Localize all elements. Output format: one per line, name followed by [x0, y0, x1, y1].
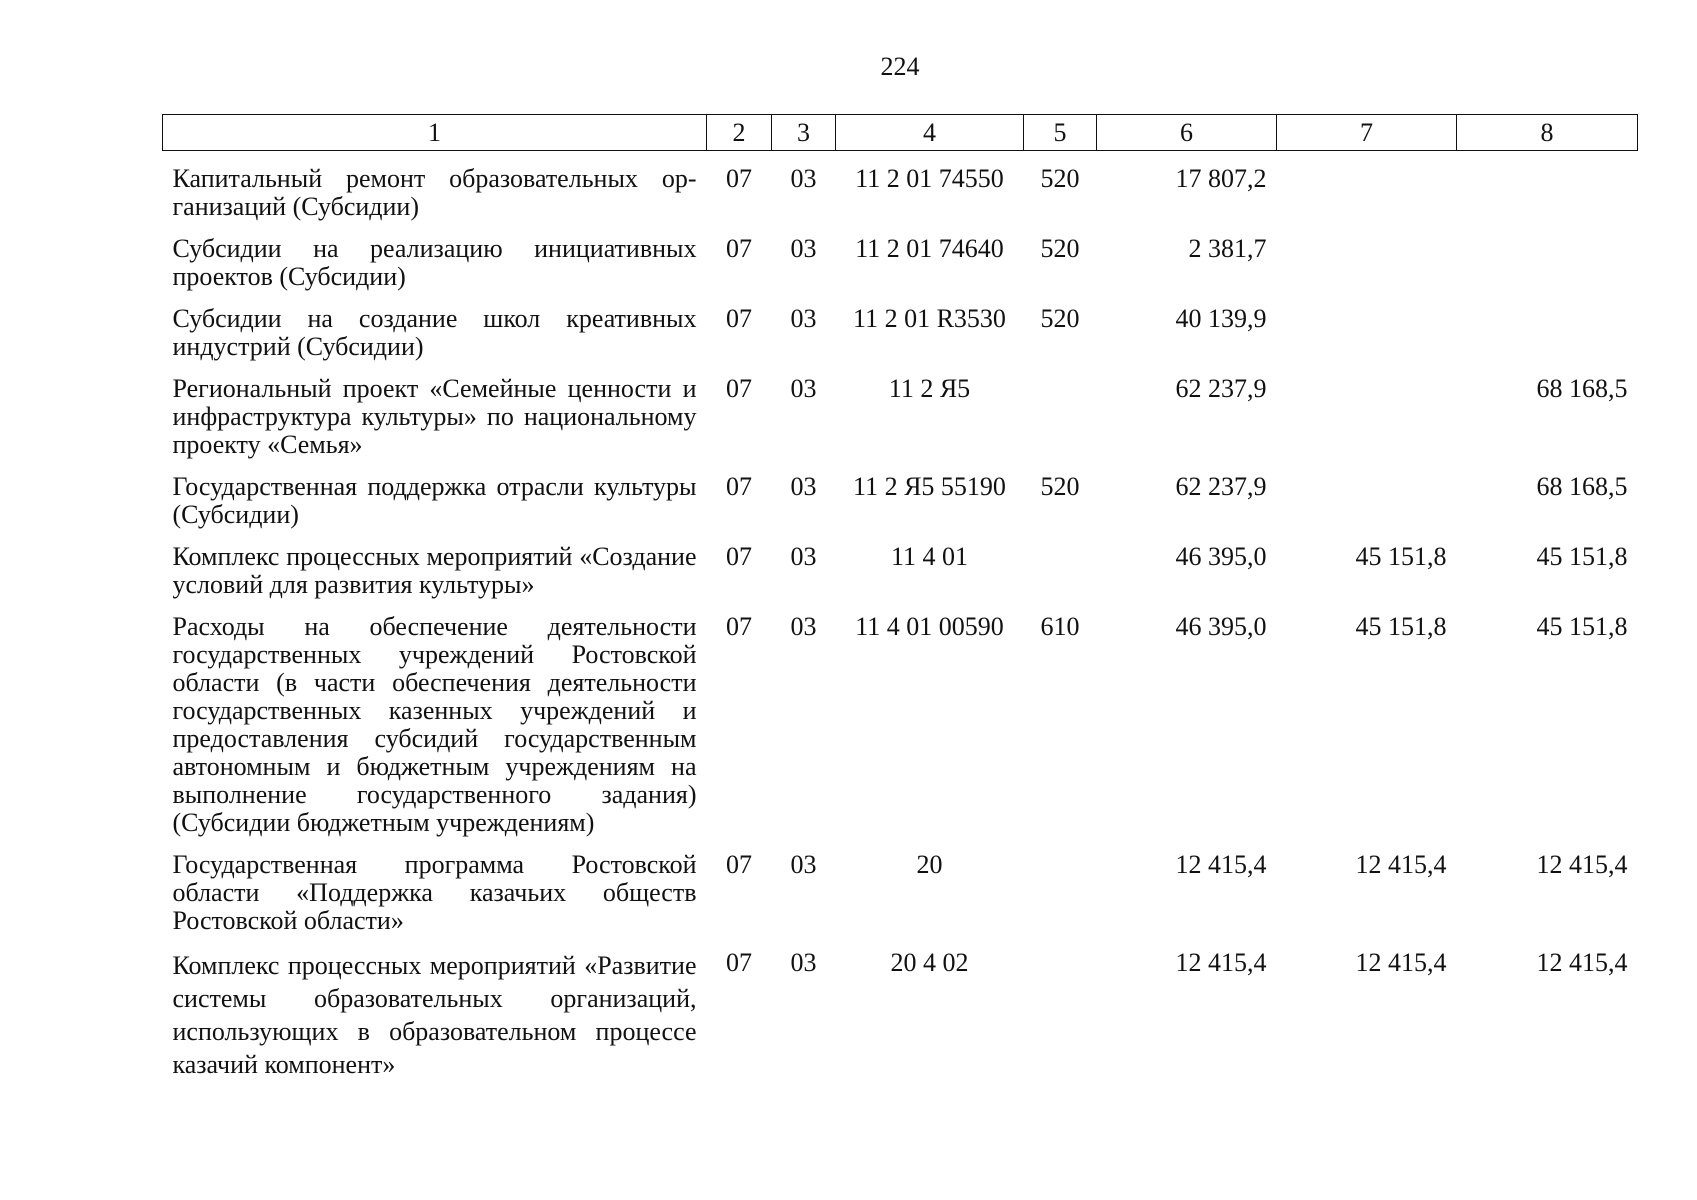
row-subsection-cell: 03: [790, 234, 817, 263]
row-name-cell: Капитальный ремонт образовательных организаций (Субсидии): [172, 164, 697, 221]
row-amount-col7-cell: [1277, 361, 1457, 459]
row-amount-col8-cell: 12 415,4: [1536, 948, 1628, 977]
header-cell-1: 1: [163, 115, 707, 151]
table-row: [163, 837, 1638, 935]
row-amount-col8-cell: 68 168,5: [1536, 374, 1628, 403]
row-target-code-cell: 20 4 02: [890, 948, 969, 977]
row-section-cell: 07: [726, 850, 752, 879]
row-amount-col7-cell: [1277, 151, 1457, 222]
row-section-cell: 07: [726, 948, 752, 977]
row-expense-type-cell: [1024, 935, 1097, 1081]
row-amount-col6-cell: 62 237,9: [1175, 472, 1267, 501]
row-amount-col6-cell: 46 395,0: [1175, 542, 1267, 571]
row-section-cell: 07: [726, 612, 752, 641]
budget-table: [162, 114, 1638, 1081]
row-expense-type-cell: [1024, 361, 1097, 459]
row-section-cell: 07: [726, 472, 752, 501]
row-expense-type-cell: 520: [1040, 472, 1080, 501]
row-section-cell: 07: [726, 374, 752, 403]
row-subsection-cell: 03: [790, 948, 817, 977]
header-cell-5: 5: [1024, 115, 1097, 151]
row-expense-type-cell: 520: [1040, 304, 1080, 333]
table-row: [163, 361, 1638, 459]
row-subsection-cell: 03: [790, 542, 817, 571]
row-name-cell: Расходы на обеспечение деятельности государственных учреждений Ростовской области (в части обеспечения деятельности государственных казенных учреждений и предоставления субсидий государственным автономным и бюджетным учреждениям на выполнение государственного задания) (Субсидии бюджетным учреждениям): [172, 612, 697, 837]
header-cell-2: 2: [707, 115, 772, 151]
row-amount-col8-cell: 45 151,8: [1536, 612, 1628, 641]
page-number: 224: [880, 52, 920, 81]
row-amount-col7-cell: 12 415,4: [1355, 850, 1447, 879]
table-row: [163, 459, 1638, 529]
row-subsection-cell: 03: [790, 472, 817, 501]
table-header: [163, 115, 1638, 151]
row-target-code-cell: 20: [916, 850, 943, 879]
row-name-cell: Государственная программа Ростовской области «Поддержка казачьих обществ Ростовской области»: [172, 850, 697, 935]
row-name-cell: Комплекс процессных мероприятий «Создание условий для развития культуры»: [172, 542, 697, 599]
row-section-cell: 07: [726, 164, 752, 193]
row-amount-col6-cell: 62 237,9: [1175, 374, 1267, 403]
row-expense-type-cell: 520: [1040, 234, 1080, 263]
table-row: [163, 935, 1638, 1081]
header-cell-4: 4: [836, 115, 1024, 151]
header-cell-3: 3: [772, 115, 836, 151]
table-body: [163, 151, 1638, 1082]
row-amount-col6-cell: 40 139,9: [1175, 304, 1267, 333]
header-cell-6: 6: [1097, 115, 1277, 151]
budget-table-container: [162, 114, 1637, 1081]
row-expense-type-cell: 610: [1040, 612, 1080, 641]
row-name-cell: Комплекс процессных мероприятий «Развитие системы образовательных организаций, использующих в образовательном процессе казачий компонент»: [172, 951, 697, 1079]
row-subsection-cell: 03: [790, 612, 817, 641]
row-target-code-cell: 11 4 01 00590: [855, 612, 1004, 641]
row-amount-col7-cell: 45 151,8: [1355, 612, 1447, 641]
row-amount-col6-cell: 17 807,2: [1175, 164, 1267, 193]
row-section-cell: 07: [726, 304, 752, 333]
row-amount-col8-cell: 68 168,5: [1536, 472, 1628, 501]
row-target-code-cell: 11 2 Я5: [888, 374, 971, 403]
row-section-cell: 07: [726, 234, 752, 263]
row-amount-col8-cell: 45 151,8: [1536, 542, 1628, 571]
row-amount-col8-cell: [1457, 291, 1638, 361]
row-amount-col6-cell: 12 415,4: [1175, 850, 1267, 879]
row-subsection-cell: 03: [790, 164, 817, 193]
row-target-code-cell: 11 2 Я5 55190: [853, 472, 1006, 501]
row-expense-type-cell: 520: [1040, 164, 1080, 193]
row-expense-type-cell: [1024, 529, 1097, 599]
row-subsection-cell: 03: [790, 374, 817, 403]
row-target-code-cell: 11 2 01 74640: [855, 234, 1004, 263]
row-name-cell: Региональный проект «Семейные ценности и инфраструктура культуры» по национальному проекту «Семья»: [172, 374, 697, 459]
row-amount-col8-cell: [1457, 151, 1638, 222]
row-expense-type-cell: [1024, 837, 1097, 935]
row-amount-col6-cell: 12 415,4: [1175, 948, 1267, 977]
row-amount-col6-cell: 2 381,7: [1188, 234, 1267, 263]
table-row: [163, 291, 1638, 361]
row-target-code-cell: 11 2 01 74550: [855, 164, 1004, 193]
row-amount-col7-cell: [1277, 221, 1457, 291]
row-name-cell: Субсидии на создание школ креативных индустрий (Субсидии): [172, 304, 697, 361]
row-target-code-cell: 11 2 01 R3530: [853, 304, 1006, 333]
row-target-code-cell: 11 4 01: [890, 542, 969, 571]
row-amount-col7-cell: 12 415,4: [1355, 948, 1447, 977]
table-row: [163, 529, 1638, 599]
header-row: [163, 115, 1638, 151]
table-row: [163, 599, 1638, 837]
row-amount-col7-cell: [1277, 291, 1457, 361]
table-row: [163, 151, 1638, 222]
row-name-cell: Субсидии на реализацию инициативных проектов (Субсидии): [172, 234, 697, 291]
row-amount-col8-cell: 12 415,4: [1536, 850, 1628, 879]
row-amount-col7-cell: 45 151,8: [1355, 542, 1447, 571]
row-section-cell: 07: [726, 542, 752, 571]
header-cell-8: 8: [1457, 115, 1638, 151]
row-amount-col7-cell: [1277, 459, 1457, 529]
header-cell-7: 7: [1277, 115, 1457, 151]
row-subsection-cell: 03: [790, 304, 817, 333]
row-name-cell: Государственная поддержка отрасли культуры (Субсидии): [172, 472, 697, 529]
table-row: [163, 221, 1638, 291]
row-amount-col8-cell: [1457, 221, 1638, 291]
row-subsection-cell: 03: [790, 850, 817, 879]
row-amount-col6-cell: 46 395,0: [1175, 612, 1267, 641]
